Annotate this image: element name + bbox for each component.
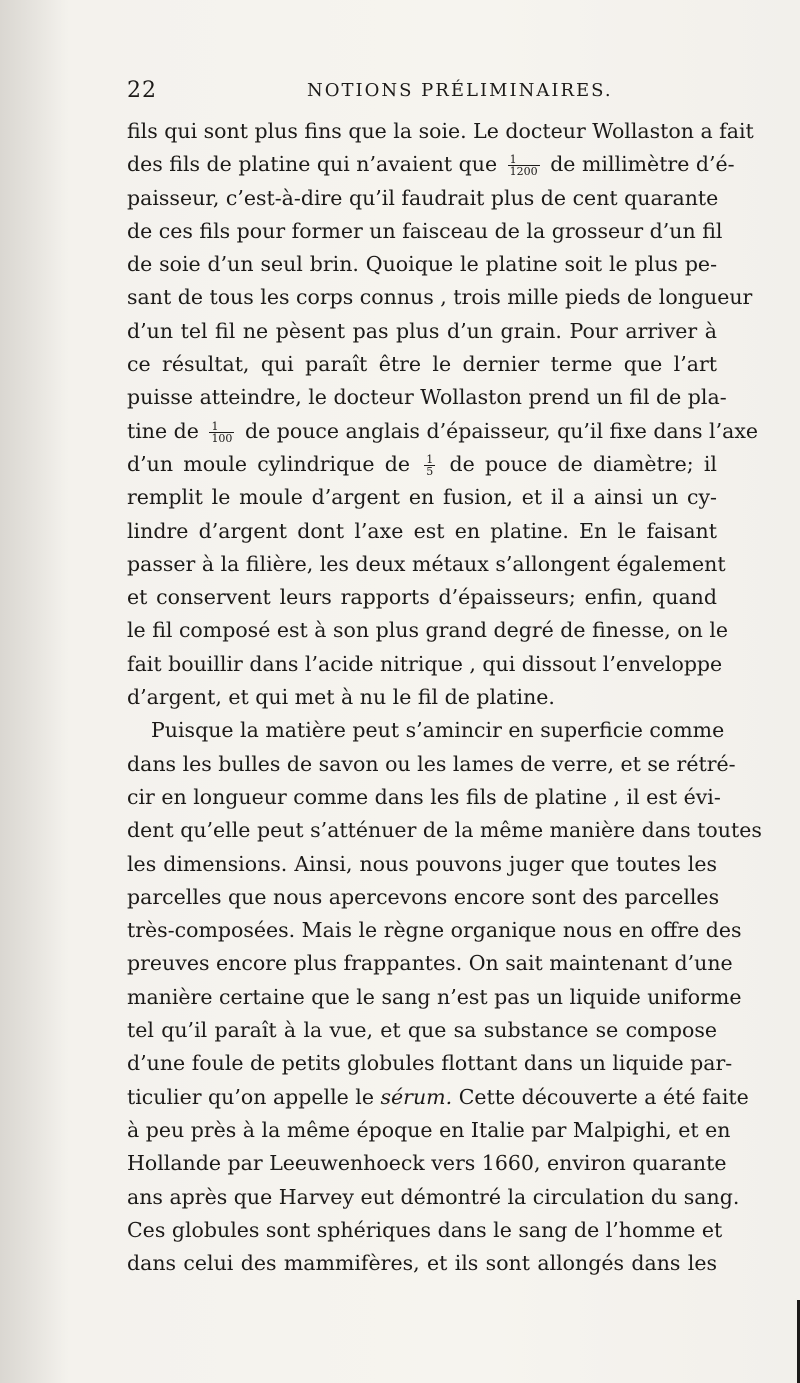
text-line: cir en longueur comme dans les fils de platine , il est évi- <box>127 784 721 809</box>
text-line: dans les bulles de savon ou les lames de verre, et se rétré- <box>127 751 736 776</box>
page-number: 22 <box>127 78 157 103</box>
text-line: Puisque la matière peut s’amincir en superficie comme <box>151 718 725 743</box>
text-line: passer à la filière, les deux métaux s’allongent également <box>127 551 726 576</box>
text-line: ce résultat, qui paraît être le dernier terme que l’art <box>127 352 717 377</box>
page-gutter-shadow <box>0 0 70 1383</box>
text-line: de ces fils pour former un faisceau de la grosseur d’un fil <box>127 218 723 243</box>
text-line: paisseur, c’est-à-dire qu’il faudrait plus de cent quarante <box>127 185 719 210</box>
text-segment: d’un moule cylindrique de <box>127 451 411 476</box>
text-line <box>127 1081 749 1114</box>
text-line: à peu près à la même époque en Italie par Malpighi, et en <box>127 1117 731 1142</box>
text-segment: ticulier qu’on appelle le <box>127 1084 374 1109</box>
fraction-denominator: 100 <box>211 431 233 445</box>
text-line: d’une foule de petits globules flottant dans un liquide par- <box>127 1051 733 1076</box>
running-title: NOTIONS PRÉLIMINAIRES. <box>307 80 613 101</box>
text-line: le fil composé est à son plus grand degré de finesse, on le <box>127 618 729 643</box>
text-line: preuves encore plus frappantes. On sait maintenant d’une <box>127 951 733 976</box>
fraction-1-5 <box>424 454 435 477</box>
text-line: de soie d’un seul brin. Quoique le platine soit le plus pe- <box>127 252 717 277</box>
text-line: parcelles que nous apercevons encore sont des parcelles <box>127 884 720 909</box>
text-line <box>127 148 735 181</box>
text-line: remplit le moule d’argent en fusion, et il a ainsi un cy- <box>127 485 717 510</box>
fraction-numerator: 1 <box>508 154 540 166</box>
fraction-numerator: 1 <box>426 452 434 466</box>
italic-term: sérum. <box>380 1084 453 1109</box>
text-line: fait bouillir dans l’acide nitrique , qui dissout l’enveloppe <box>127 651 723 676</box>
text-line: dent qu’elle peut s’atténuer de la même manière dans toutes <box>127 818 762 843</box>
page-header <box>127 78 712 106</box>
text-line: puisse atteindre, le docteur Wollaston prend un fil de pla- <box>127 385 727 410</box>
text-line: manière certaine que le sang n’est pas un liquide uniforme <box>127 984 742 1009</box>
text-line: fils qui sont plus fins que la soie. Le docteur Wollaston a fait <box>127 119 754 143</box>
text-line: dans celui des mammifères, et ils sont allongés dans les <box>127 1251 717 1276</box>
text-line: d’argent, et qui met à nu le fil de platine. <box>127 685 555 710</box>
text-line: et conservent leurs rapports d’épaisseurs; enfin, quand <box>127 585 717 610</box>
text-line: sant de tous les corps connus , trois mille pieds de longueur <box>127 285 753 310</box>
fraction-numerator: 1 <box>209 421 234 433</box>
fraction-denominator: 1200 <box>509 165 538 179</box>
text-line <box>127 415 759 448</box>
text-segment: Cette découverte a été faite <box>458 1084 749 1109</box>
text-line: Hollande par Leeuwenhoeck vers 1660, environ quarante <box>127 1151 727 1176</box>
text-segment: tine de <box>127 418 199 443</box>
text-line: très-composées. Mais le règne organique nous en offre des <box>127 918 742 943</box>
text-segment: de pouce de diamètre; il <box>449 451 717 476</box>
fraction-1-1200 <box>508 154 540 177</box>
text-segment: de millimètre d’é- <box>550 152 735 177</box>
fraction-1-100 <box>209 421 234 444</box>
body-text <box>127 115 762 1280</box>
text-line: Ces globules sont sphériques dans le sang de l’homme et <box>127 1217 723 1242</box>
text-line: d’un tel fil ne pèsent pas plus d’un grain. Pour arriver à <box>127 318 717 343</box>
text-line <box>127 448 717 481</box>
text-segment: des fils de platine qui n’avaient que <box>127 152 498 177</box>
fraction-denominator: 5 <box>426 464 434 478</box>
text-line: les dimensions. Ainsi, nous pouvons juger que toutes les <box>127 851 717 876</box>
text-line: ans après que Harvey eut démontré la circulation du sang. <box>127 1184 740 1209</box>
text-line: lindre d’argent dont l’axe est en platine. En le faisant <box>127 518 717 543</box>
text-line: tel qu’il paraît à la vue, et que sa substance se compose <box>127 1018 717 1043</box>
text-segment: de pouce anglais d’épaisseur, qu’il fixe dans l’axe <box>244 418 759 443</box>
